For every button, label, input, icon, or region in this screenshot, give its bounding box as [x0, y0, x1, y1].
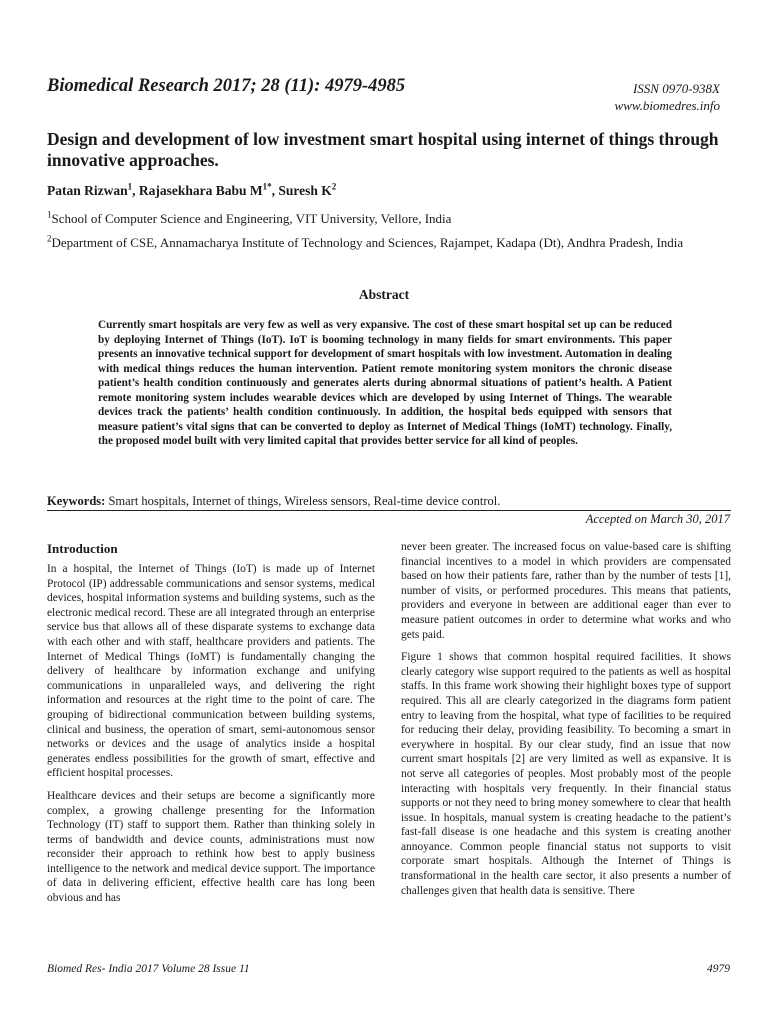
- body-paragraph: In a hospital, the Internet of Things (IoT) is made up of Internet Protocol (IP) addressable communications and sensor systems, medical devices, hospital information systems and building systems, such as the electronic medical record. These are all integrated through an enterprise service bus that allows all of these disparate systems to exchange data with each other and with staff, healthcare providers and patients. The Internet of Medical Things (IoMT) is fundamentally changing the delivery of healthcare by information exchange and unifying communications in unparalleled ways, and delivering the right information and resources at the right time to the point of care. The grouping of bidirectional communication between building systems, clinical and business, the operation of smart, semi-autonomous sensor networks or devices and the usage of analytics inside a hospital generates endless possibilities for the growth of smart, effective and efficient hospital processes.: [47, 563, 375, 780]
- keywords-label: Keywords:: [47, 494, 106, 508]
- affil-text: School of Computer Science and Engineering, VIT University, Vellore, India: [51, 211, 452, 226]
- abstract-text: Currently smart hospitals are very few as well as very expansive. The cost of these smart hospital set up can be reduced by deploying Internet of Things (IoT). IoT is booming technology in many fields for smart environments. This paper presents an innovative technical support for development of smart hospitals with low investment. Automation in dealing with medical things reduces the human intervention. Patient remote monitoring system monitors the chronic disease patient’s health condition continuously and generates alerts during abnormal situations of patient’s health. A Patient remote monitoring system includes wearable devices which are developed by using Internet of Things. The wearable devices track the patients’ health condition continuously. In addition, the hospital beds equipped with sensors that measure patient’s vital signs that can be converted to deploy as Internet of Medical Things (IoMT) technology. Finally, the proposed model built with very limited capital that provides better service for all kind of peoples.: [98, 319, 672, 447]
- affiliation-1: [47, 211, 731, 226]
- affil-mark: 2: [47, 233, 52, 244]
- body-paragraph: Healthcare devices and their setups are become a significantly more complex, a growing challenge presenting for the Information Technology (IT) staff to support them. Rather than thinking solely in terms of bandwidth and device counts, administrations must now reconsider their approach to rethink how best to apply business intelligence to the network and medical device support. The importance of data in delivering efficient, effective health care has long been obvious and has: [47, 789, 375, 905]
- abstract-heading: Abstract: [358, 287, 410, 302]
- author-name: Patan Rizwan: [47, 183, 128, 198]
- author-affil-mark: 2: [331, 181, 337, 192]
- author-affil-mark: 1: [127, 181, 133, 192]
- paper-title: Design and development of low investment smart hospital using internet of things through innovative approaches.: [47, 129, 719, 170]
- journal-citation: Biomedical Research 2017; 28 (11): 4979-4985: [47, 76, 406, 96]
- right-column: [401, 540, 731, 906]
- author-separator: ,: [132, 183, 139, 198]
- keywords-text: Smart hospitals, Internet of things, Wireless sensors, Real-time device control.: [105, 494, 501, 508]
- page-number: 4979: [707, 963, 730, 975]
- affil-mark: 1: [47, 209, 52, 220]
- affil-text: Department of CSE, Annamacharya Institute of Technology and Sciences, Rajampet, Kadapa (Dt), Andhra Pradesh, India: [51, 235, 684, 250]
- author-name: Suresh K: [278, 183, 332, 198]
- author-name: Rajasekhara Babu M: [138, 183, 263, 198]
- author-affil-mark: 1*: [262, 181, 272, 192]
- divider-rule: [47, 510, 731, 511]
- affiliation-2: [47, 235, 731, 250]
- journal-website[interactable]: www.biomedres.info: [614, 98, 720, 113]
- body-paragraph: Figure 1 shows that common hospital required facilities. It shows clearly category wise support required to the patients as well as hospital staffs. In this frame work showing their highlight boxes type of support required. This all are clearly categorized in the diagrams form patient entry to leaving from the hospital, what type of facilities to be required for reducing their delay, providing feasibility. To becoming a smart in everywhere in hospital. By our clear study, find an issue that now current smart hospitals [2] are very limited as well as expansive. It is not serve all categories of peoples. Most probably most of the people interacting with hospitals very frequently. In their financial status supports or not they need to bring money somewhere to clear that health issue. In hospitals, manual system is creating headache to the patient’s fast-fall disease is one headache and this system is creating another annoyance. Common people financial status not supports to visit corporate smart hospitals. Although the Internet of Things is transformational in the health care sector, it also presents a number of challenges given that health data is sensitive. There: [401, 651, 731, 897]
- author-separator: ,: [271, 183, 279, 198]
- keywords-line: [47, 494, 500, 509]
- section-heading-introduction: Introduction: [47, 541, 118, 556]
- left-column: [47, 562, 375, 914]
- journal-issn-block: [615, 80, 720, 114]
- issn: ISSN 0970-938X: [632, 81, 720, 96]
- accepted-date: Accepted on March 30, 2017: [585, 512, 730, 526]
- body-paragraph: never been greater. The increased focus on value-based care is shifting financial incentives to a model in which providers are compensated based on how their patients fare, rather than by the number of tests [1], number of visits, or performed procedures. This means that patients, providers and everyone in between are additional eager than ever to measure patient outcomes in order to determine what works and who gets paid.: [401, 541, 731, 641]
- author-list: [47, 183, 336, 199]
- footer-journal: Biomed Res- India 2017 Volume 28 Issue 11: [47, 963, 250, 975]
